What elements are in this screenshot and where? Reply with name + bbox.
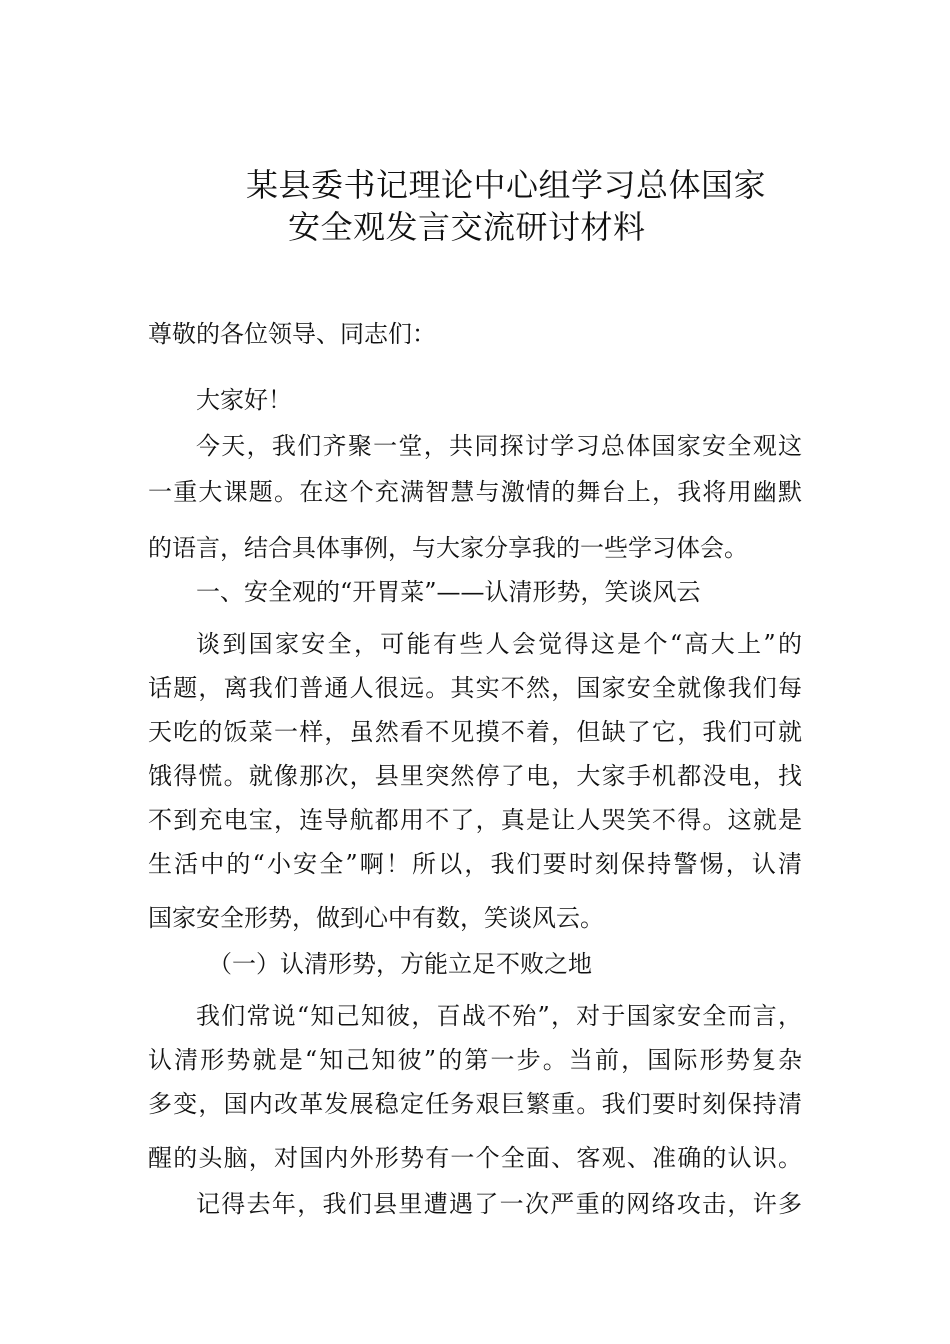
subsection-heading: （一）认清形势，方能立足不败之地 [208, 950, 592, 978]
paragraph-line: 醒的头脑，对国内外形势有一个全面、客观、准确的认识。 [148, 1144, 802, 1172]
paragraph-line: 记得去年，我们县里遭遇了一次严重的网络攻击，许多 [196, 1190, 802, 1218]
paragraph-line: 生活中的“小安全”啊！所以，我们要时刻保持警惕，认清 [148, 850, 802, 878]
paragraph-line: 话题，离我们普通人很远。其实不然，国家安全就像我们每 [148, 674, 802, 702]
section-heading: 一、安全观的“开胃菜”——认清形势，笑谈风云 [196, 578, 701, 606]
paragraph-line: 今天，我们齐聚一堂，共同探讨学习总体国家安全观这 [196, 432, 802, 460]
paragraph-line: 饿得慌。就像那次，县里突然停了电，大家手机都没电，找 [148, 762, 802, 790]
paragraph-line: 天吃的饭菜一样，虽然看不见摸不着，但缺了它，我们可就 [148, 718, 802, 746]
paragraph-line: 国家安全形势，做到心中有数，笑谈风云。 [148, 904, 604, 932]
paragraph-line: 谈到国家安全，可能有些人会觉得这是个“高大上”的 [196, 630, 802, 658]
title-line-1: 某县委书记理论中心组学习总体国家 [246, 166, 767, 204]
paragraph-line: 认清形势就是“知己知彼”的第一步。当前，国际形势复杂 [148, 1046, 802, 1074]
title-line-2: 安全观发言交流研讨材料 [288, 208, 646, 246]
paragraph-line: 的语言，结合具体事例，与大家分享我的一些学习体会。 [148, 534, 748, 562]
salutation: 尊敬的各位领导、同志们： [148, 320, 436, 348]
paragraph-line: 多变，国内改革发展稳定任务艰巨繁重。我们要时刻保持清 [148, 1090, 802, 1118]
paragraph-line: 一重大课题。在这个充满智慧与激情的舞台上，我将用幽默 [148, 478, 802, 506]
greeting: 大家好！ [196, 386, 292, 414]
paragraph-line: 不到充电宝，连导航都用不了，真是让人哭笑不得。这就是 [148, 806, 802, 834]
paragraph-line: 我们常说“知己知彼，百战不殆”，对于国家安全而言， [196, 1002, 802, 1030]
